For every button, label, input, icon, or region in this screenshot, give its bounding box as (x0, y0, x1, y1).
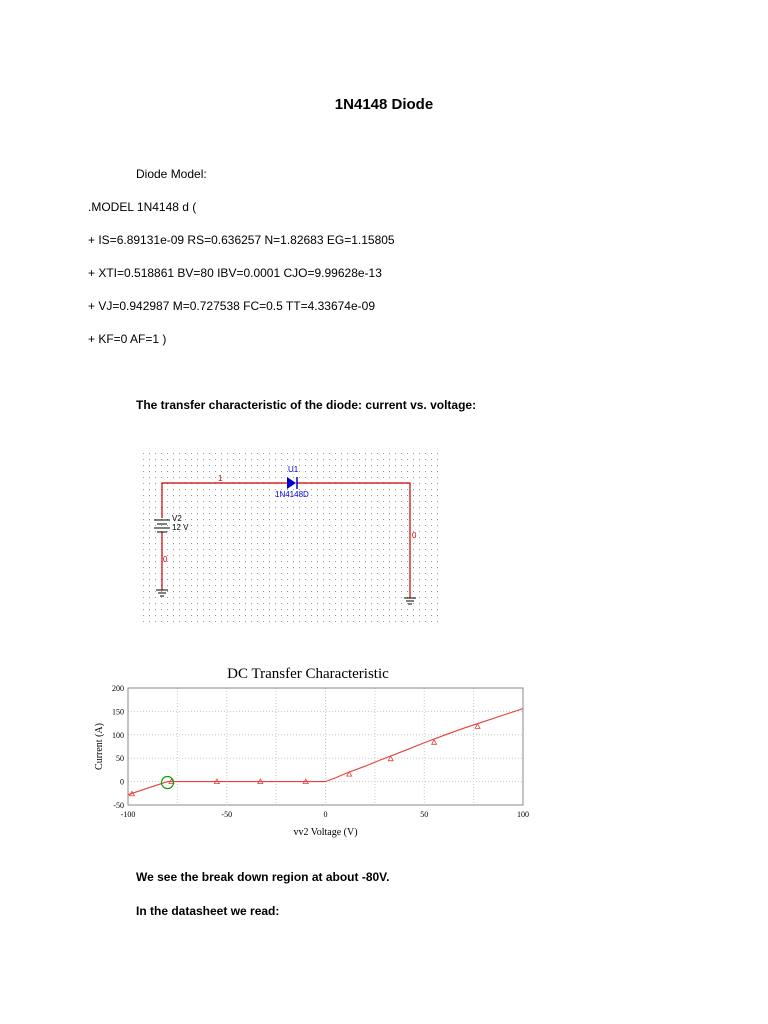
source-ref-label: V2 (172, 514, 182, 523)
schematic-grid (142, 452, 440, 622)
triangle-marker (432, 740, 437, 745)
x-tick-label: -50 (221, 810, 233, 819)
y-tick-label: -50 (113, 801, 124, 810)
y-tick-labels (112, 684, 124, 810)
datasheet-text: In the datasheet we read: (136, 904, 280, 918)
diode-ref-label: U1 (288, 465, 299, 474)
x-axis-label: vv2 Voltage (V) (293, 827, 358, 838)
model-heading: Diode Model: (136, 167, 207, 181)
circuit-schematic (142, 452, 440, 622)
x-tick-labels (121, 810, 529, 819)
model-line-2: + IS=6.89131e-09 RS=0.636257 N=1.82683 EG=1.15805 (88, 233, 395, 247)
x-tick-label: 50 (420, 810, 429, 819)
diode-part-label: 1N4148D (275, 490, 309, 499)
node-label-left: 0 (163, 555, 168, 564)
y-axis-label: Current (A) (94, 723, 105, 770)
x-tick-label: 0 (323, 810, 328, 819)
model-line-4: + VJ=0.942987 M=0.727538 FC=0.5 TT=4.33674e-09 (88, 299, 375, 313)
model-line-1: .MODEL 1N4148 d ( (88, 200, 197, 214)
source-value-label: 12 V (172, 523, 189, 532)
transfer-heading: The transfer characteristic of the diode: current vs. voltage: (136, 398, 477, 412)
x-tick-label: 100 (517, 810, 529, 819)
chart-title: DC Transfer Characteristic (227, 666, 389, 682)
node-label-right: 0 (412, 531, 417, 540)
y-tick-label: 150 (112, 707, 124, 717)
node-label-top: 1 (218, 474, 223, 483)
y-tick-label: 50 (116, 754, 124, 764)
x-tick-label: -100 (120, 810, 136, 819)
y-tick-label: 100 (112, 730, 124, 740)
model-line-5: + KF=0 AF=1 ) (88, 332, 167, 346)
dc-transfer-chart (90, 660, 540, 845)
breakdown-text: We see the break down region at about -80V. (136, 870, 390, 884)
page-title: 1N4148 Diode (334, 96, 434, 113)
y-tick-label: 0 (120, 777, 124, 787)
y-tick-label: 200 (112, 684, 124, 693)
chart-grid (128, 688, 523, 805)
model-line-3: + XTI=0.518861 BV=80 IBV=0.0001 CJO=9.99628e-13 (88, 266, 382, 280)
